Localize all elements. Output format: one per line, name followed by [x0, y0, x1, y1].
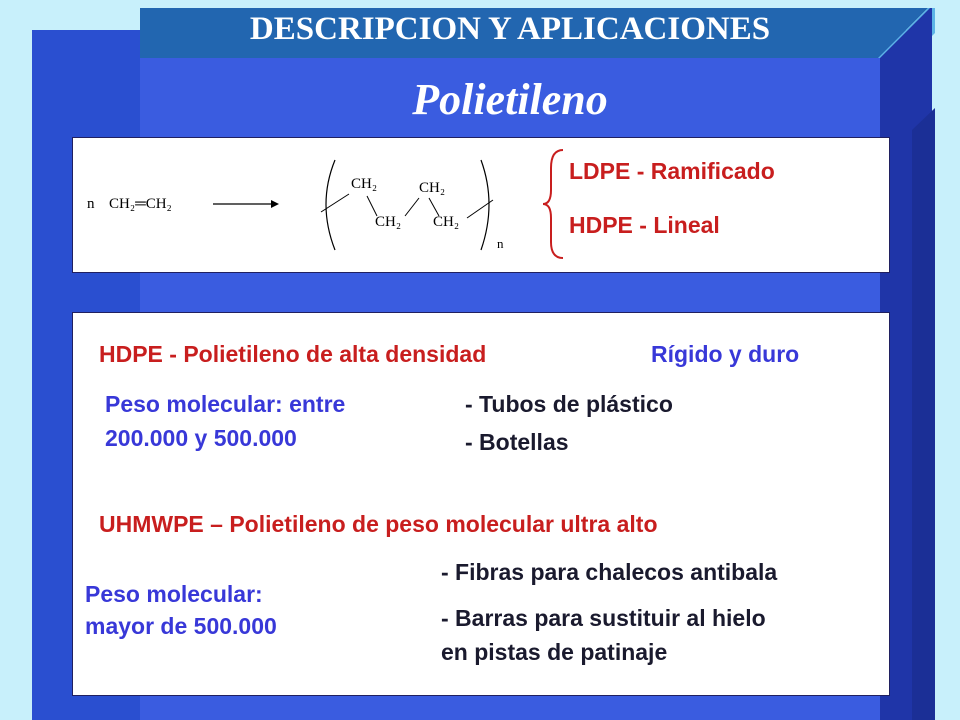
right-bg — [935, 0, 960, 720]
hdpe-use-1: - Tubos de plástico — [465, 391, 673, 417]
bond — [367, 196, 377, 216]
bar-left-fill — [32, 30, 140, 58]
applications-box — [72, 312, 890, 696]
bond — [405, 198, 419, 216]
arrow-head — [271, 200, 279, 208]
ch2-bottom-2: CH₂ — [433, 214, 460, 230]
hdpe-heading: HDPE - Polietileno de alta densidad — [99, 341, 487, 367]
uhmwpe-use-2b: en pistas de patinaje — [441, 639, 668, 665]
ch2-bottom-1: CH₂ — [375, 214, 402, 230]
hdpe-use-2: - Botellas — [465, 429, 569, 455]
right-side-dark — [912, 108, 935, 720]
bond — [321, 194, 349, 212]
hdpe-property: Rígido y duro — [651, 341, 800, 367]
hdpe-mw-line2: 200.000 y 500.000 — [105, 425, 297, 451]
monomer-formula: CH₂═CH₂ — [109, 196, 172, 212]
brace-icon — [543, 150, 563, 258]
n-subscript: n — [497, 236, 504, 251]
hdpe-mw-line1: Peso molecular: entre — [105, 391, 346, 417]
bar-title: DESCRIPCION Y APLICACIONES — [249, 11, 771, 47]
ldpe-label: LDPE - Ramificado — [569, 158, 775, 184]
uhmwpe-mw-line1: Peso molecular: — [85, 581, 263, 607]
left-bracket — [326, 160, 335, 250]
hdpe-type-label: HDPE - Lineal — [569, 212, 720, 238]
n-coefficient: n — [87, 196, 95, 212]
uhmwpe-mw-line2: mayor de 500.000 — [85, 613, 277, 639]
ch2-top-1: CH₂ — [351, 176, 378, 192]
corner-bg — [928, 0, 960, 8]
reaction-box — [72, 137, 890, 273]
uhmwpe-use-2a: - Barras para sustituir al hielo — [441, 605, 766, 631]
uhmwpe-use-1: - Fibras para chalecos antibala — [441, 559, 778, 585]
page-title: Polietileno — [412, 75, 608, 124]
ch2-top-2: CH₂ — [419, 180, 446, 196]
uhmwpe-heading: UHMWPE – Polietileno de peso molecular ultra alto — [99, 511, 658, 537]
